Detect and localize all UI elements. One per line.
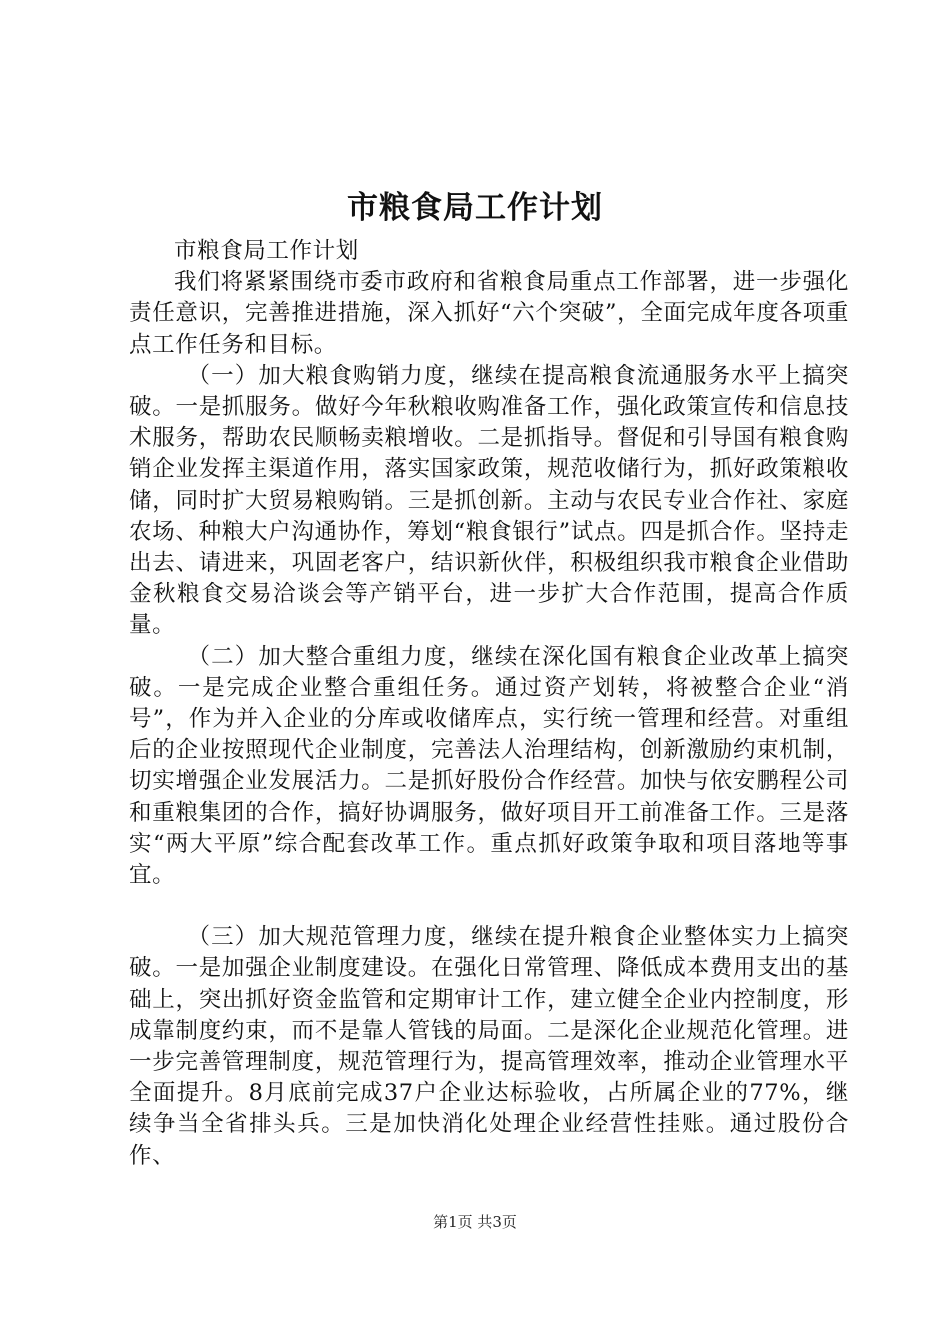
document-title: 市粮食局工作计划	[347, 190, 603, 226]
intro-paragraph: 我们将紧紧围绕市委市政府和省粮食局重点工作部署，进一步强化责任意识，完善推进措施，深入抓好“六个突破”，全面完成年度各项重点工作任务和目标。	[129, 269, 849, 358]
section-three-paragraph: （三）加大规范管理力度，继续在提升粮食企业整体实力上搞突破。一是加强企业制度建设。在强化日常管理、降低成本费用支出的基础上，突出抓好资金监管和定期审计工作，建立健全企业内控制度，形成靠制度约束，而不是靠人管钱的局面。二是深化企业规范化管理。进一步完善管理制度，规范管理行为，提高管理效率，推动企业管理水平全面提升。8月底前完成37户企业达标验收，占所属企业的77%，继续争当全省排头兵。三是加快消化处理企业经营性挂账。通过股份合作、	[129, 924, 849, 1169]
page-footer: 第1页 共3页	[433, 1213, 517, 1231]
section-one-paragraph: （一）加大粮食购销力度，继续在提高粮食流通服务水平上搞突破。一是抓服务。做好今年秋粮收购准备工作，强化政策宣传和信息技术服务，帮助农民顺畅卖粮增收。二是抓指导。督促和引导国有粮食购销企业发挥主渠道作用，落实国家政策，规范收储行为，抓好政策粮收储，同时扩大贸易粮购销。三是抓创新。主动与农民专业合作社、家庭农场、种粮大户沟通协作，筹划“粮食银行”试点。四是抓合作。坚持走出去、请进来，巩固老客户，结识新伙伴，积极组织我市粮食企业借助金秋粮食交易洽谈会等产销平台，进一步扩大合作范围，提高合作质量。	[129, 362, 849, 639]
section-two-paragraph: （二）加大整合重组力度，继续在深化国有粮食企业改革上搞突破。一是完成企业整合重组任务。通过资产划转，将被整合企业“消号”，作为并入企业的分库或收储库点，实行统一管理和经营。对重组后的企业按照现代企业制度，完善法人治理结构，创新激励约束机制，切实增强企业发展活力。二是抓好股份合作经营。加快与依安鹏程公司和重粮集团的合作，搞好协调服务，做好项目开工前准备工作。三是落实“两大平原”综合配套改革工作。重点抓好政策争取和项目落地等事宜。	[129, 643, 849, 889]
subtitle-paragraph: 市粮食局工作计划	[174, 238, 359, 264]
document-body	[129, 236, 849, 1172]
